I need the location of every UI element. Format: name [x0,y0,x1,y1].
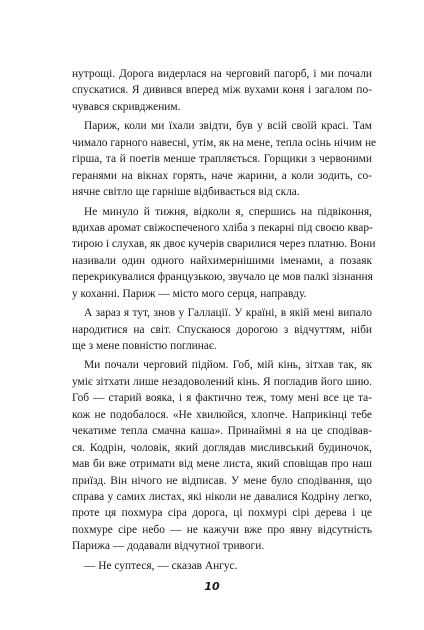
text-line: мав би вже отримати від мене листа, який сповіщав про наш [72,458,372,471]
text-line: приїзд. Він нічого не відписав. У мене було сподівання, що [72,474,372,487]
paragraph [72,118,377,200]
text-line: нутрощі. Дорога видерлася на черговий пагорб, і ми почали [72,68,372,80]
text-line: тирою і слухав, як двоє кучерів сварилися через платню. Вони [72,238,376,251]
text-line: ся. Кодрін, чоловік, який доглядав мисливський будиночок, [72,441,372,454]
text-line: у коханні. Париж — місто мого серця, направду. [72,287,307,300]
text-line: перекрикувалися французькою, звучало це мов палкі зізнання [72,271,373,284]
paragraph [72,204,376,303]
text-line: нячне світло ще гарніше відбивається від скла. [72,186,300,199]
paragraph [72,305,372,354]
paragraph [72,558,372,574]
text-line: вдихав аромат свіжоспеченого хліба з пекарні під своєю квар- [72,221,373,234]
text-line: гірша, та й поетів менше трапляється. Горщики з червоними [72,153,372,166]
text-line: ще з мене повністю поглинає. [72,340,217,352]
text-line: — Не суптеся, — сказав Ангус. [84,559,238,572]
text-line: називали один одного найхимернішими іменами, а позаяк [72,254,372,267]
paragraph [72,357,372,554]
text-line: Ми почали черговий підйом. Гоб, мій кінь, зітхав так, як [84,359,372,372]
text-line: чекатиме тепла смачна каша». Принаймні я на це сподівав- [72,425,372,438]
body-text [72,66,377,574]
text-line: спускатися. Я дивився вперед між вухами коня і загалом по- [72,84,372,97]
text-line: Парижа — додавали відчутної тривоги. [72,540,265,553]
text-line: А зараз я тут, знов у Галлації. У країні, в якій мені випало [84,307,372,320]
text-line: геранями на вікнах горять, наче жарини, а коли зодить, со- [72,169,372,182]
text-line: чимало гарного навесні, утім, як на мене, тепла осінь нічим не [72,136,377,149]
text-line: народитися на світ. Спускаюся дорогою з відчуттям, ніби [72,323,372,336]
text-line: Не минуло й тижня, відколи я, спершись на підвіконня, [84,205,372,218]
paragraph [72,66,372,115]
page-number: 10 [204,580,220,593]
text-line: проте ця похмура сіра дорога, ці похмурі сірі дерева і це [72,507,372,520]
text-line: Париж, коли ми їхали звідти, був у всій своїй красі. Там [84,120,372,133]
text-line: кож не подобалося. «Не хвилюйся, хлопче. Наприкінці тебе [72,408,372,421]
text-line: Гоб — старий вояка, і я фактично теж, тому мені все це та- [72,392,372,405]
text-line: справа у самих листах, які ніколи не давалися Кодріну легко, [72,490,372,503]
text-line: чувався скривдженим. [72,100,181,113]
text-line: похмуре сіре небо — не кажучи вже про явну відсутність [72,523,372,536]
text-line: уміє зітхати лише незадоволений кінь. Я погладив його шию. [72,375,372,388]
